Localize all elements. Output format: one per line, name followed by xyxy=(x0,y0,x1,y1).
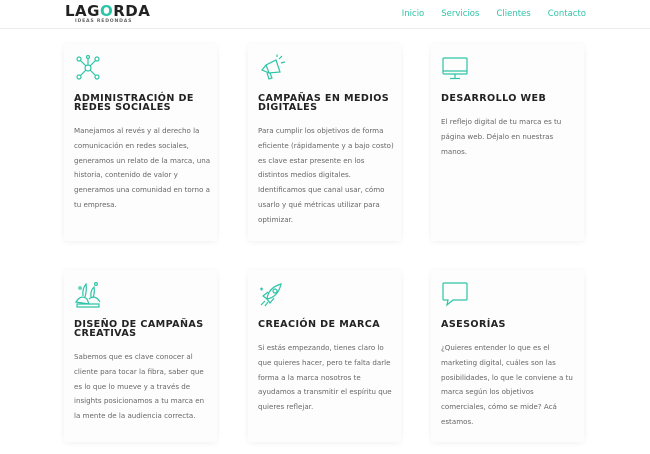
site-header xyxy=(0,0,650,29)
main-nav xyxy=(402,9,586,19)
service-title: DISEÑO DE CAMPAÑAS CREATIVAS xyxy=(74,319,204,339)
service-card-campanas-digitales xyxy=(248,44,401,241)
service-description: ¿Quieres entender lo que es el marketing digital, cuáles son las posibilidades, lo que le conviene a tu marca según los objetivos comerciales, cómo se mide? Acá estamos. xyxy=(441,343,573,426)
logo-tagline: IDEAS REDONDAS xyxy=(75,19,133,24)
service-title: CAMPAÑAS EN MEDIOS DIGITALES xyxy=(258,93,390,113)
megaphone-icon xyxy=(258,54,286,82)
service-description: El reflejo digital de tu marca es tu página web. Déjalo en nuestras manos. xyxy=(441,117,562,156)
service-title: ASESORÍAS xyxy=(441,319,506,330)
nav-item-contacto[interactable]: Contacto xyxy=(547,9,586,19)
service-card-creacion-marca xyxy=(248,270,401,442)
service-card-asesorias xyxy=(431,270,584,442)
nav-item-clientes[interactable]: Clientes xyxy=(496,9,531,19)
nav-item-servicios[interactable]: Servicios xyxy=(441,9,480,19)
nav-item-inicio[interactable]: Inicio xyxy=(401,9,425,19)
creative-hands-icon xyxy=(74,280,102,308)
monitor-icon xyxy=(441,54,469,82)
service-title: DESARROLLO WEB xyxy=(441,93,547,104)
service-description: Sabemos que es clave conocer al cliente para tocar la fibra, saber que es lo que lo mueve y a través de insights posicionamos a tu marca en la mente de la audiencia correcta. xyxy=(74,352,205,421)
service-title: CREACIÓN DE MARCA xyxy=(258,319,381,330)
service-card-redes-sociales xyxy=(64,44,217,241)
network-nodes-icon xyxy=(74,54,102,82)
service-title: ADMINISTRACIÓN DE REDES SOCIALES xyxy=(74,93,194,113)
service-card-desarrollo-web xyxy=(431,44,584,241)
service-description: Para cumplir los objetivos de forma eficiente (rápidamente y a bajo costo) es clave estar presente en los distintos medios digitales. Identificamos que canal usar, cómo usarlo y qué métricas utilizar para optimizar. xyxy=(258,126,394,224)
service-description: Si estás empezando, tienes claro lo que quieres hacer, pero te falta darle forma a la marca nosotros te ayudamos a transmitir el espíritu que quieres reflejar. xyxy=(258,343,392,412)
brand-logo[interactable] xyxy=(65,4,150,25)
logo-wordmark: LAGORDA xyxy=(65,2,151,20)
chat-bubble-icon xyxy=(441,280,469,308)
rocket-icon xyxy=(258,280,286,308)
service-card-campanas-creativas xyxy=(64,270,217,442)
service-description: Manejamos al revés y al derecho la comunicación en redes sociales, generamos un relato de la marca, una historia, contenido de valor y generamos una comunidad en torno a tu empresa. xyxy=(74,126,211,209)
